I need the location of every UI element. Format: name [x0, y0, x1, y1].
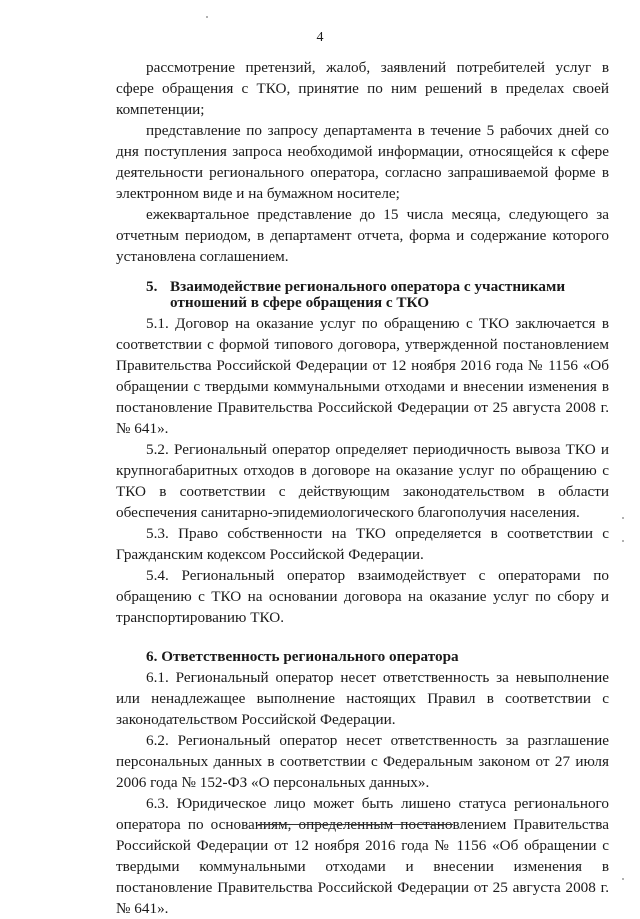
page-number: 4: [316, 30, 324, 45]
paragraph-5-2: 5.2. Региональный оператор определяет периодичность вывоза ТКО и крупногабаритных отходов в договоре на оказание услуг по обращению с ТКО в соответствии с действующим законодательством в области обеспечения санитарно-эпидемиологического благополучия населения.: [116, 441, 609, 521]
paragraph: представление по запросу департамента в течение 5 рабочих дней со дня поступления запроса необходимой информации, относящейся к сфере деятельности регионального оператора, согласно запрашиваемой форме в электронном виде и на бумажном носителе;: [116, 122, 609, 202]
section-5-number: 5.: [146, 278, 158, 295]
paragraph: рассмотрение претензий, жалоб, заявлений потребителей услуг в сфере обращения с ТКО, принятие по ним решений в пределах своей компетенции;: [116, 59, 609, 118]
paragraph-6-3: 6.3. Юридическое лицо может быть лишено статуса регионального оператора по основаниям, определенным постановлением Правительства Российской Федерации от 12 ноября 2016 года № 1156 «Об обращении с твердыми коммунальными отходами и внесении изменения в постановление Правительства Российской Федерации от 25 августа 2008 г. № 641».: [116, 795, 609, 917]
closing-divider: [258, 824, 453, 825]
scan-speck: [622, 878, 624, 880]
scan-speck: [206, 16, 208, 18]
scan-speck: [622, 540, 624, 542]
document-body: [116, 57, 609, 919]
section-6-heading: 6. Ответственность регионального оператора: [146, 648, 459, 665]
paragraph-5-3: 5.3. Право собственности на ТКО определяется в соответствии с Гражданским кодексом Российской Федерации.: [116, 525, 609, 563]
paragraph-5-1: 5.1. Договор на оказание услуг по обращению с ТКО заключается в соответствии с формой типового договора, утвержденной постановлением Правительства Российской Федерации от 12 ноября 2016 года № 1156 «Об обращении с твердыми коммунальными отходами и внесении изменения в постановление Правительства Российской Федерации от 25 августа 2008 г. № 641».: [116, 315, 609, 437]
paragraph: ежеквартальное представление до 15 числа месяца, следующего за отчетным периодом, в департамент отчета, форма и содержание которого установлена соглашением.: [116, 206, 609, 265]
paragraph-5-4: 5.4. Региональный оператор взаимодействует с операторами по обращению с ТКО на основании договора на оказание услуг по сбору и транспортированию ТКО.: [116, 567, 609, 626]
paragraph-6-2: 6.2. Региональный оператор несет ответственность за разглашение персональных данных в соответствии с Федеральным законом от 27 июля 2006 года № 152-ФЗ «О персональных данных».: [116, 732, 609, 791]
paragraph-6-1: 6.1. Региональный оператор несет ответственность за невыполнение или ненадлежащее выполнение настоящих Правил в соответствии с законодательством Российской Федерации.: [116, 669, 609, 728]
section-5-title-line2: отношений в сфере обращения с ТКО: [170, 294, 430, 311]
section-5-title-line1: Взаимодействие регионального оператора с участниками: [170, 278, 566, 295]
scan-speck: [622, 517, 624, 519]
section-5-heading: [116, 279, 609, 311]
